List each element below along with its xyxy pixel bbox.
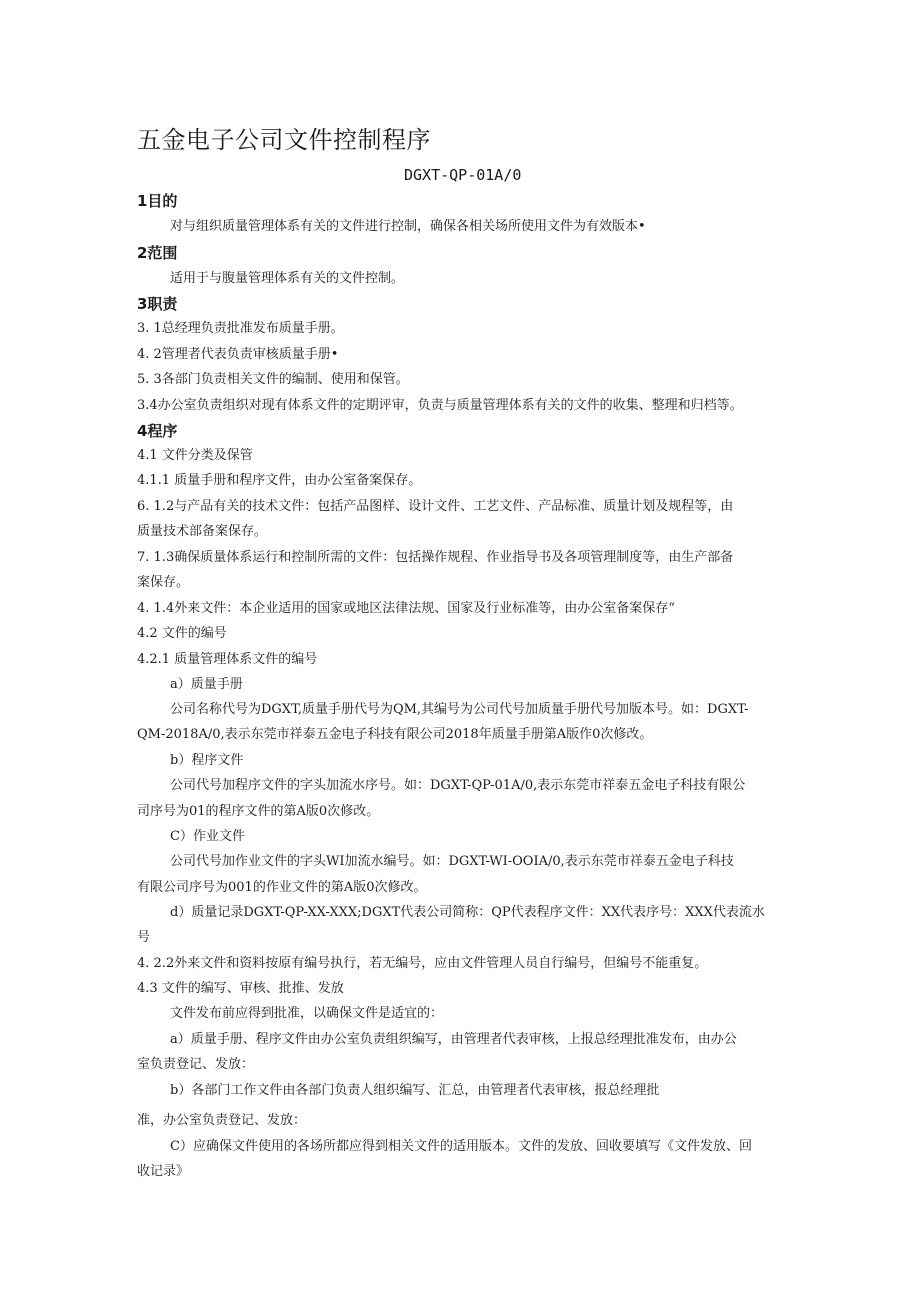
paragraph-line: 对与组织质量管理体系有关的文件进行控制，确保各相关场所使用文件为有效版本•	[170, 219, 646, 234]
section-heading: 3职责	[137, 295, 178, 313]
section-heading: 4程序	[137, 422, 178, 440]
paragraph-line: 质量技术部备案保存。	[137, 524, 268, 539]
paragraph-line: 4.1.1 质量手册和程序文件，由办公室备案保存。	[137, 473, 422, 488]
paragraph-line: 公司名称代号为DGXT,质量手册代号为QM,其编号为公司代号加质量手册代号加版本号。如：DGXT-	[170, 702, 749, 717]
paragraph-line: 公司代号加作业文件的字头WI加流水编号。如：DGXT-WI-OOIA/0,表示东莞市祥泰五金电子科技	[170, 854, 734, 869]
paragraph-line: 号	[137, 930, 151, 945]
paragraph-line: 6. 1.2与产品有关的技术文件：包括产品图样、设计文件、工艺文件、产品标准、质量计划及规程等，由	[137, 499, 734, 514]
paragraph-line: 有限公司序号为001的作业文件的第A版0次修改。	[137, 880, 427, 895]
paragraph-line: 准，办公室负责登记、发放：	[137, 1113, 307, 1128]
paragraph-line: b）各部门工作文件由各部门负责人组织编写、汇总，由管理者代表审核，报总经理批	[170, 1083, 660, 1098]
paragraph-line: 3. 1总经理负责批准发布质量手册。	[137, 321, 344, 336]
paragraph-line: C）作业文件	[170, 829, 245, 844]
section-heading: 2范围	[137, 244, 178, 262]
document-code: DGXT-QP-01A/0	[404, 166, 522, 184]
paragraph-line: b）程序文件	[170, 753, 244, 768]
paragraph-line: 7. 1.3确保质量体系运行和控制所需的文件：包括操作规程、作业指导书及各项管理制度等，由生产部备	[137, 550, 734, 565]
paragraph-line: 4.3 文件的编写、审核、批推、发放	[137, 981, 344, 996]
paragraph-line: 3.4办公室负责组织对现有体系文件的定期评审，负责与质量管理体系有关的文件的收集、整理和归档等。	[137, 398, 743, 413]
paragraph-line: 4.1 文件分类及保管	[137, 448, 253, 463]
paragraph-line: 收记录》	[137, 1164, 190, 1179]
paragraph-line: 5. 3各部门负责相关文件的编制、使用和保管。	[137, 372, 409, 387]
paragraph-line: 4. 2.2外来文件和资料按原有编号执行，若无编号，应由文件管理人员自行编号，但编号不能重复。	[137, 956, 708, 971]
paragraph-line: QM-2018A/0,表示东莞市祥泰五金电子科技有限公司2018年质量手册第A版作0次修改。	[137, 727, 653, 742]
paragraph-line: C）应确保文件使用的各场所都应得到相关文件的适用版本。文件的发放、回收要填写《文件发放、回	[170, 1139, 752, 1154]
paragraph-line: a）质量手册	[170, 677, 243, 692]
paragraph-line: 公司代号加程序文件的字头加流水序号。如：DGXT-QP-01A/0,表示东莞市祥泰五金电子科技有限公	[170, 778, 746, 793]
paragraph-line: 适用于与腹量管理体系有关的文件控制。	[170, 271, 405, 286]
paragraph-line: 文件发布前应得到批准，以确保文件是适宜的：	[170, 1006, 444, 1021]
paragraph-line: a）质量手册、程序文件由办公室负责组织编写，由管理者代表审核，上报总经理批准发布，由办公	[170, 1032, 737, 1047]
paragraph-line: 4.2.1 质量管理体系文件的编号	[137, 652, 318, 667]
document-title: 五金电子公司文件控制程序	[137, 126, 431, 154]
paragraph-line: 4. 1.4外来文件：本企业适用的国家或地区法律法规、国家及行业标准等，由办公室备案保存“	[137, 601, 675, 616]
section-heading: 1目的	[137, 192, 178, 210]
paragraph-line: 司序号为01的程序文件的第A版0次修改。	[137, 804, 380, 819]
paragraph-line: d）质量记录DGXT-QP-XX-XXX;DGXT代表公司简称：QP代表程序文件：XX代表序号：XXX代表流水	[170, 905, 765, 920]
paragraph-line: 案保存。	[137, 575, 190, 590]
paragraph-line: 4. 2管理者代表负责审核质量手册•	[137, 347, 339, 362]
paragraph-line: 4.2 文件的编号	[137, 626, 227, 641]
paragraph-line: 室负责登记、发放：	[137, 1057, 255, 1072]
